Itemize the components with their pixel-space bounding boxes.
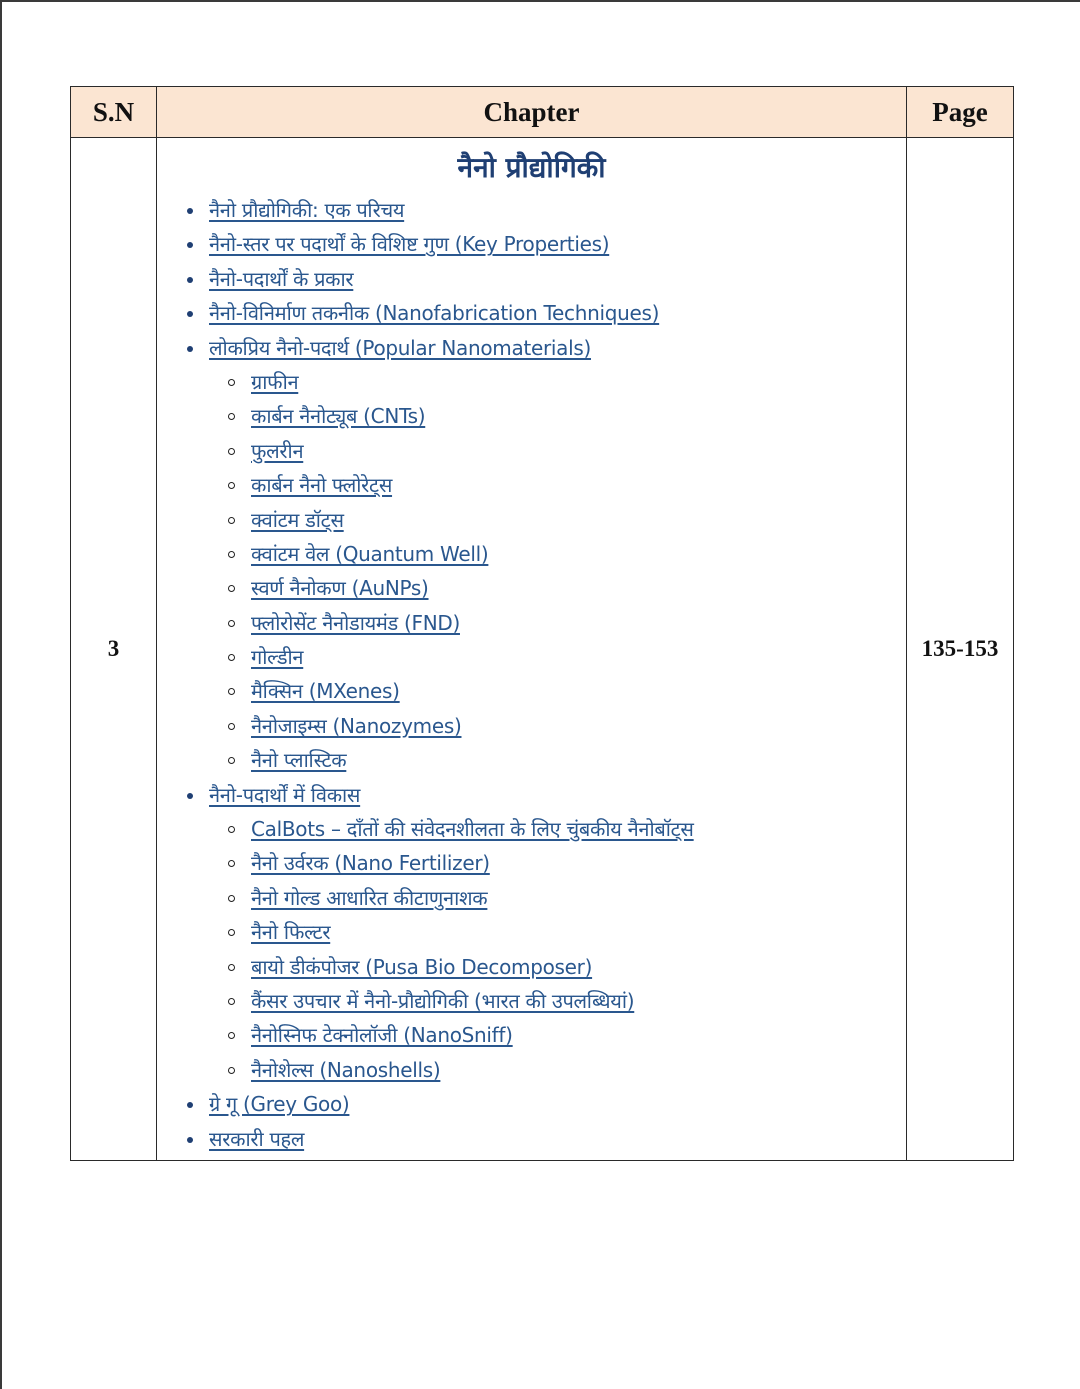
topic-link[interactable]: सरकारी पहल xyxy=(209,1126,305,1151)
list-item xyxy=(251,846,906,880)
subtopic-link[interactable]: गोल्डीन xyxy=(251,645,304,670)
circle-bullet-icon xyxy=(228,517,235,524)
circle-bullet-icon xyxy=(228,826,235,833)
circle-bullet-icon xyxy=(228,688,235,695)
list-item xyxy=(209,262,906,296)
serial-number: 3 xyxy=(71,138,157,1161)
header-chapter: Chapter xyxy=(157,87,907,138)
list-item xyxy=(251,503,906,537)
bullet-icon xyxy=(187,277,193,283)
circle-bullet-icon xyxy=(228,551,235,558)
list-item xyxy=(251,1018,906,1052)
subtopic-link[interactable]: CalBots – दाँतों की संवेदनशीलता के लिए चुंबकीय नैनोबॉट्स xyxy=(251,817,694,842)
subtopic-link[interactable]: नैनोशेल्स (Nanoshells) xyxy=(251,1057,441,1082)
topic-list xyxy=(157,193,906,1156)
list-item xyxy=(251,1053,906,1087)
topic-link[interactable]: ग्रे गू (Grey Goo) xyxy=(209,1092,350,1117)
circle-bullet-icon xyxy=(228,757,235,764)
bullet-icon xyxy=(187,1137,193,1143)
header-page: Page xyxy=(907,87,1014,138)
subtopic-link[interactable]: मैक्सिन (MXenes) xyxy=(251,679,400,704)
circle-bullet-icon xyxy=(228,482,235,489)
list-item xyxy=(209,193,906,227)
list-item xyxy=(251,950,906,984)
circle-bullet-icon xyxy=(228,379,235,386)
circle-bullet-icon xyxy=(228,1032,235,1039)
subtopic-link[interactable]: नैनोस्निफ टेक्नोलॉजी (NanoSniff) xyxy=(251,1023,513,1048)
list-item xyxy=(251,743,906,777)
list-item xyxy=(251,640,906,674)
subtopic-link[interactable]: नैनो गोल्ड आधारित कीटाणुनाशक xyxy=(251,885,488,910)
topic-link[interactable]: लोकप्रिय नैनो-पदार्थ (Popular Nanomaterials) xyxy=(209,335,591,360)
circle-bullet-icon xyxy=(228,585,235,592)
subtopic-link[interactable]: कैंसर उपचार में नैनो-प्रौद्योगिकी (भारत की उपलब्धियां) xyxy=(251,988,635,1013)
bullet-icon xyxy=(187,346,193,352)
list-item xyxy=(251,468,906,502)
subtopic-list xyxy=(209,365,906,778)
topic-link[interactable]: नैनो-पदार्थों में विकास xyxy=(209,782,361,807)
topic-link[interactable]: नैनो-स्तर पर पदार्थों के विशिष्ट गुण (Key Properties) xyxy=(209,232,610,257)
subtopic-link[interactable]: नैनो उर्वरक (Nano Fertilizer) xyxy=(251,851,490,876)
list-item xyxy=(209,227,906,261)
list-item xyxy=(251,365,906,399)
subtopic-link[interactable]: क्वांटम वेल (Quantum Well) xyxy=(251,541,489,566)
circle-bullet-icon xyxy=(228,964,235,971)
list-item xyxy=(209,1122,906,1156)
subtopic-link[interactable]: कार्बन नैनो फ्लोरेट्स xyxy=(251,473,393,498)
subtopic-link[interactable]: क्वांटम डॉट्स xyxy=(251,507,344,532)
circle-bullet-icon xyxy=(228,723,235,730)
bullet-icon xyxy=(187,208,193,214)
list-item xyxy=(209,1087,906,1121)
subtopic-link[interactable]: फ्लोरोसेंट नैनोडायमंड (FND) xyxy=(251,610,460,635)
subtopic-link[interactable]: नैनो प्लास्टिक xyxy=(251,748,347,773)
chapter-cell xyxy=(157,138,907,1161)
header-row xyxy=(71,87,1014,138)
list-item xyxy=(251,434,906,468)
header-sn: S.N xyxy=(71,87,157,138)
subtopic-link[interactable]: ग्राफीन xyxy=(251,369,299,394)
circle-bullet-icon xyxy=(228,1067,235,1074)
list-item-group xyxy=(209,331,906,778)
list-item-group xyxy=(209,778,906,1088)
subtopic-link[interactable]: नैनो फिल्टर xyxy=(251,920,331,945)
circle-bullet-icon xyxy=(228,895,235,902)
list-item xyxy=(251,915,906,949)
list-item xyxy=(251,537,906,571)
list-item xyxy=(251,984,906,1018)
bullet-icon xyxy=(187,311,193,317)
list-item xyxy=(251,881,906,915)
subtopic-list xyxy=(209,812,906,1087)
list-item xyxy=(251,399,906,433)
circle-bullet-icon xyxy=(228,413,235,420)
contents-table xyxy=(70,86,1014,1161)
list-item xyxy=(251,674,906,708)
circle-bullet-icon xyxy=(228,620,235,627)
subtopic-link[interactable]: कार्बन नैनोट्यूब (CNTs) xyxy=(251,404,426,429)
circle-bullet-icon xyxy=(228,929,235,936)
subtopic-link[interactable]: फुलरीन xyxy=(251,438,304,463)
circle-bullet-icon xyxy=(228,654,235,661)
chapter-title: नैनो प्रौद्योगिकी xyxy=(457,151,606,184)
bullet-icon xyxy=(187,793,193,799)
topic-link[interactable]: नैनो प्रौद्योगिकी: एक परिचय xyxy=(209,198,405,222)
subtopic-link[interactable]: नैनोजाइम्स (Nanozymes) xyxy=(251,713,462,738)
topic-link[interactable]: नैनो-विनिर्माण तकनीक (Nanofabrication Techniques) xyxy=(209,301,660,326)
circle-bullet-icon xyxy=(228,860,235,867)
list-item xyxy=(209,296,906,330)
list-item xyxy=(251,606,906,640)
topic-link[interactable]: नैनो-पदार्थों के प्रकार xyxy=(209,266,354,291)
list-item xyxy=(251,812,906,846)
page-range: 135-153 xyxy=(907,138,1014,1161)
bullet-icon xyxy=(187,242,193,248)
table-row xyxy=(71,138,1014,1161)
subtopic-link[interactable]: स्वर्ण नैनोकण (AuNPs) xyxy=(251,576,429,601)
list-item xyxy=(251,571,906,605)
circle-bullet-icon xyxy=(228,448,235,455)
list-item xyxy=(251,709,906,743)
subtopic-link[interactable]: बायो डीकंपोजर (Pusa Bio Decomposer) xyxy=(251,954,593,979)
circle-bullet-icon xyxy=(228,998,235,1005)
bullet-icon xyxy=(187,1102,193,1108)
